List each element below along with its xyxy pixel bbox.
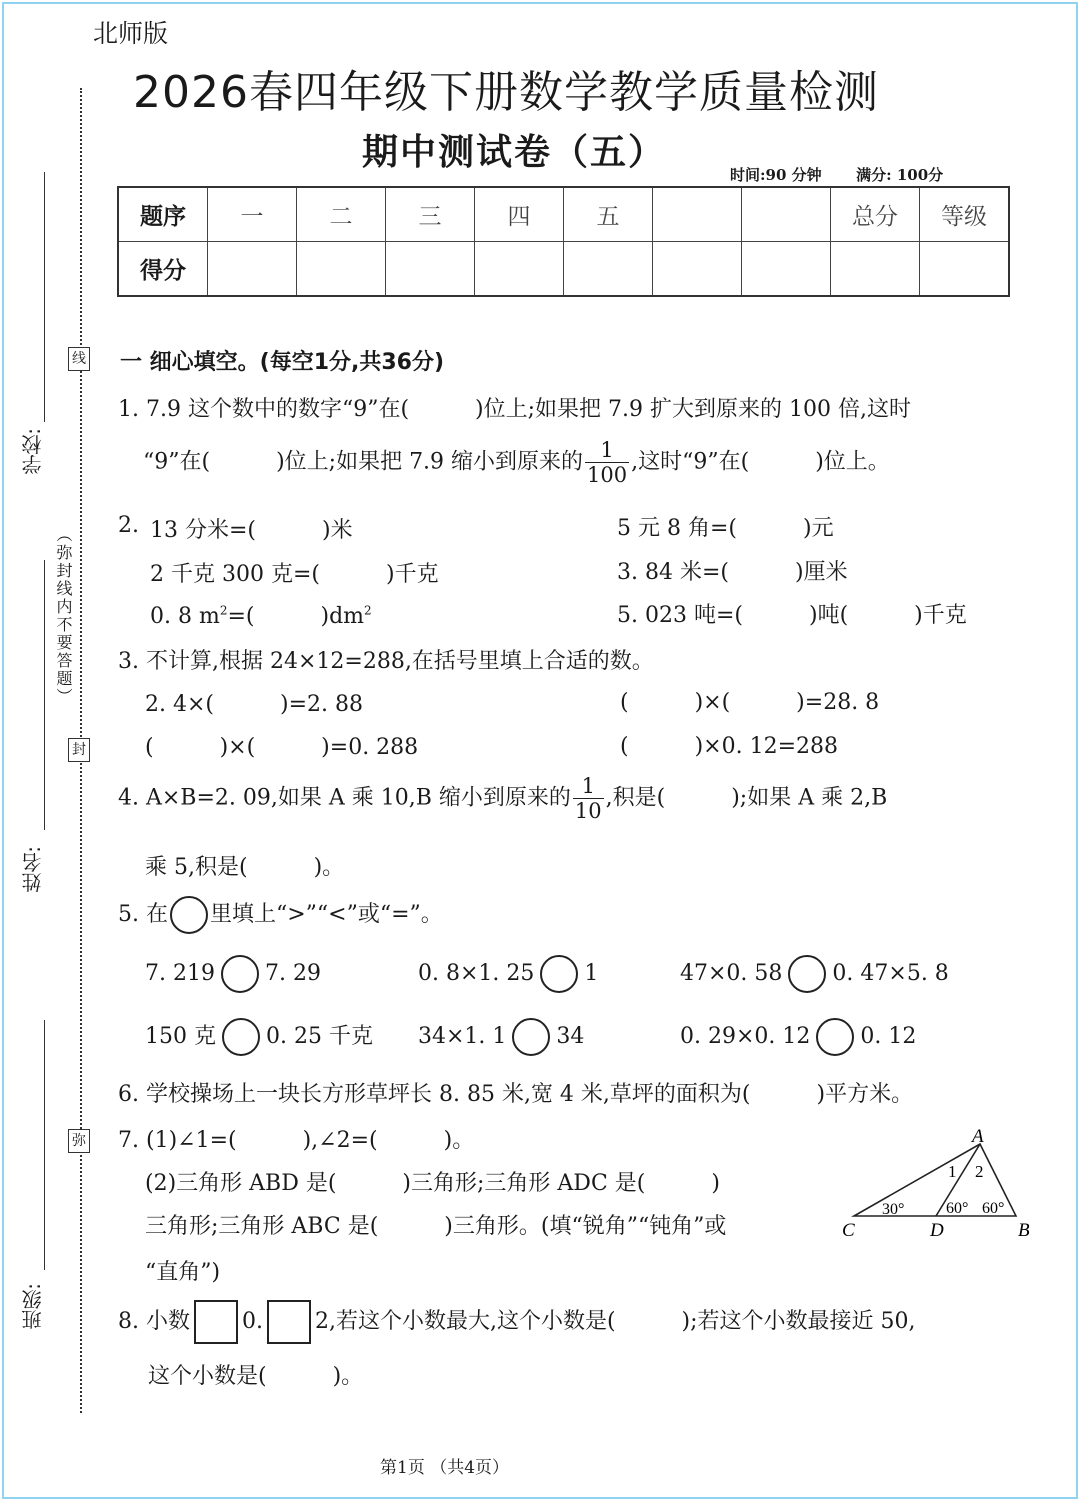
score-cell[interactable] [386, 242, 475, 297]
section-1-title: 一 细心填空。(每空1分,共36分) [120, 350, 445, 375]
q3-item-3: ( )×( )=0. 288 [145, 735, 419, 760]
class-label: 班级: [21, 1283, 45, 1330]
q5-compare-5 [418, 1018, 584, 1056]
q8-line-1 [118, 1300, 916, 1344]
q1-text-c: ,这时“9”在( )位上。 [631, 449, 890, 475]
q4-frac-num: 1 [573, 774, 604, 799]
q5-4-left: 150 克 [145, 1024, 216, 1049]
col-7 [742, 187, 831, 242]
q2-item-6: 5. 023 吨=( )吨( )千克 [617, 603, 967, 628]
q1-text-b: “9”在( )位上;如果把 7.9 缩小到原来的 [143, 449, 584, 475]
score-cell[interactable] [208, 242, 297, 297]
q5-6-right: 0. 12 [860, 1024, 917, 1049]
q1-frac-den: 100 [587, 463, 628, 487]
seal-tag-feng: 封 [68, 738, 90, 762]
row-label-score: 得分 [118, 242, 208, 297]
q5-4-right: 0. 25 千克 [266, 1024, 373, 1049]
triangle-figure [838, 1122, 1038, 1247]
q5-1-left: 7. 219 [145, 961, 215, 986]
q7-line-2: (2)三角形 ABD 是( )三角形;三角形 ADC 是( ) [145, 1171, 720, 1196]
row-label-order: 题序 [118, 187, 208, 242]
q2-sup-2: 2 [364, 603, 372, 618]
q1-line-2 [143, 438, 890, 487]
score-cell[interactable] [297, 242, 386, 297]
score-cell[interactable] [475, 242, 564, 297]
q4-frac-den: 10 [574, 799, 602, 823]
q5-6-left: 0. 29×0. 12 [680, 1024, 811, 1049]
score-table-header-row [118, 187, 1009, 242]
q2-sup-1: 2 [219, 603, 228, 618]
score-cell[interactable] [831, 242, 920, 297]
q4-line-2: 乘 5,积是( )。 [145, 855, 345, 880]
compare-circle-1[interactable] [221, 955, 259, 993]
score-cell[interactable] [920, 242, 1010, 297]
q3-item-4: ( )×0. 12=288 [620, 734, 839, 759]
angle-c-label: 30° [882, 1201, 905, 1218]
q5-2-right: 1 [584, 961, 599, 986]
time-limit: 时间:90 分钟 [730, 166, 822, 184]
q5-compare-3 [680, 955, 949, 993]
digit-box-2[interactable] [267, 1300, 311, 1344]
page-title: 2026春四年级下册数学教学质量检测 [133, 67, 879, 118]
compare-circle-4[interactable] [222, 1018, 260, 1056]
exam-info [730, 164, 943, 185]
q2-item-5 [150, 599, 372, 630]
compare-circle-5[interactable] [512, 1018, 550, 1056]
q4-text-a: 4. A×B=2. 09,如果 A 乘 10,B 缩小到原来的 [118, 785, 571, 811]
school-field-line[interactable] [44, 172, 45, 422]
q5-3-left: 47×0. 58 [680, 961, 783, 986]
q8-line-2: 这个小数是( )。 [148, 1364, 364, 1389]
q5-compare-4 [145, 1018, 373, 1056]
q2-item-3: 2 千克 300 克=( )千克 [150, 562, 439, 587]
seal-tag-mi: 弥 [68, 1129, 90, 1153]
page-footer: 第1页 （共4页） [380, 1458, 510, 1478]
col-1: 一 [208, 187, 297, 242]
q1-fraction [585, 438, 629, 487]
q7-line-1: 7. (1)∠1=( ),∠2=( )。 [118, 1128, 475, 1153]
q4-fraction [573, 774, 604, 823]
seal-tag-xian: 线 [68, 347, 90, 371]
q5-1-right: 7. 29 [264, 961, 321, 986]
label-a: A [972, 1126, 984, 1147]
q5-2-left: 0. 8×1. 25 [418, 961, 535, 986]
col-3: 三 [386, 187, 475, 242]
school-label: 学校: [21, 428, 45, 475]
circle-icon [170, 896, 208, 934]
q3-stem: 3. 不计算,根据 24×12=288,在括号里填上合适的数。 [118, 649, 654, 674]
col-grade: 等级 [920, 187, 1010, 242]
q5-5-left: 34×1. 1 [418, 1024, 507, 1049]
q5-text-b: 里填上“>”“<”或“=”。 [209, 902, 443, 927]
compare-circle-2[interactable] [540, 955, 578, 993]
edition-label: 北师版 [93, 19, 169, 48]
angle-1-label: 1 [948, 1162, 957, 1181]
label-b: B [1018, 1220, 1030, 1241]
q1-frac-num: 1 [585, 438, 629, 463]
col-2: 二 [297, 187, 386, 242]
q3-item-1: 2. 4×( )=2. 88 [145, 692, 363, 717]
label-c: C [842, 1220, 855, 1241]
q7-line-3: 三角形;三角形 ABC 是( )三角形。(填“锐角”“钝角”或 [145, 1214, 727, 1239]
name-field-line[interactable] [44, 560, 45, 830]
angle-b-label: 60° [982, 1200, 1005, 1217]
col-total: 总分 [831, 187, 920, 242]
q4-line-1 [118, 774, 887, 823]
q5-compare-6 [680, 1018, 916, 1056]
compare-circle-6[interactable] [816, 1018, 854, 1056]
q2-item-4: 3. 84 米=( )厘米 [617, 560, 848, 585]
q5-stem [118, 896, 443, 934]
col-4: 四 [475, 187, 564, 242]
compare-circle-3[interactable] [788, 955, 826, 993]
q5-5-right: 34 [556, 1024, 585, 1049]
q2-item-5-b: =( )dm [227, 604, 365, 629]
q3-item-2: ( )×( )=28. 8 [620, 690, 880, 715]
q6-text: 6. 学校操场上一块长方形草坪长 8. 85 米,宽 4 米,草坪的面积为( )平方米。 [118, 1082, 914, 1107]
q5-compare-2 [418, 955, 598, 993]
name-label: 姓名: [21, 846, 45, 893]
score-cell[interactable] [653, 242, 742, 297]
q5-text-a: 5. 在 [118, 902, 168, 927]
q8-text-c: 2,若这个小数最大,这个小数是( );若这个小数最接近 50, [314, 1309, 916, 1334]
q7-line-4: “直角”) [145, 1260, 221, 1285]
q2-item-1: 13 分米=( )米 [150, 518, 353, 543]
score-cell[interactable] [742, 242, 831, 297]
q2-item-5-a: 0. 8 m [150, 604, 220, 629]
q5-3-right: 0. 47×5. 8 [832, 961, 949, 986]
class-field-line[interactable] [44, 1020, 45, 1270]
angle-2-label: 2 [975, 1162, 984, 1181]
col-6 [653, 187, 742, 242]
q5-compare-1 [145, 955, 321, 993]
score-cell[interactable] [564, 242, 653, 297]
page-subtitle: 期中测试卷（五） [362, 132, 667, 173]
q8-text-b: 0. [241, 1309, 263, 1334]
score-table-score-row [118, 242, 1009, 297]
digit-box-1[interactable] [194, 1300, 238, 1344]
angle-d-label: 60° [946, 1200, 969, 1217]
score-table [117, 186, 1010, 297]
q4-text-b: ,积是( );如果 A 乘 2,B [605, 785, 888, 811]
full-score: 满分: 100分 [856, 166, 944, 184]
q1-line-1: 1. 7.9 这个数中的数字“9”在( )位上;如果把 7.9 扩大到原来的 100 倍,这时 [118, 397, 911, 422]
q2-number: 2. [118, 513, 139, 538]
q8-text-a: 8. 小数 [118, 1309, 190, 1334]
col-5: 五 [564, 187, 653, 242]
q2-item-2: 5 元 8 角=( )元 [617, 516, 834, 541]
seal-warning-note: （弥封线内不要答题） [54, 526, 73, 706]
label-d: D [930, 1220, 944, 1241]
